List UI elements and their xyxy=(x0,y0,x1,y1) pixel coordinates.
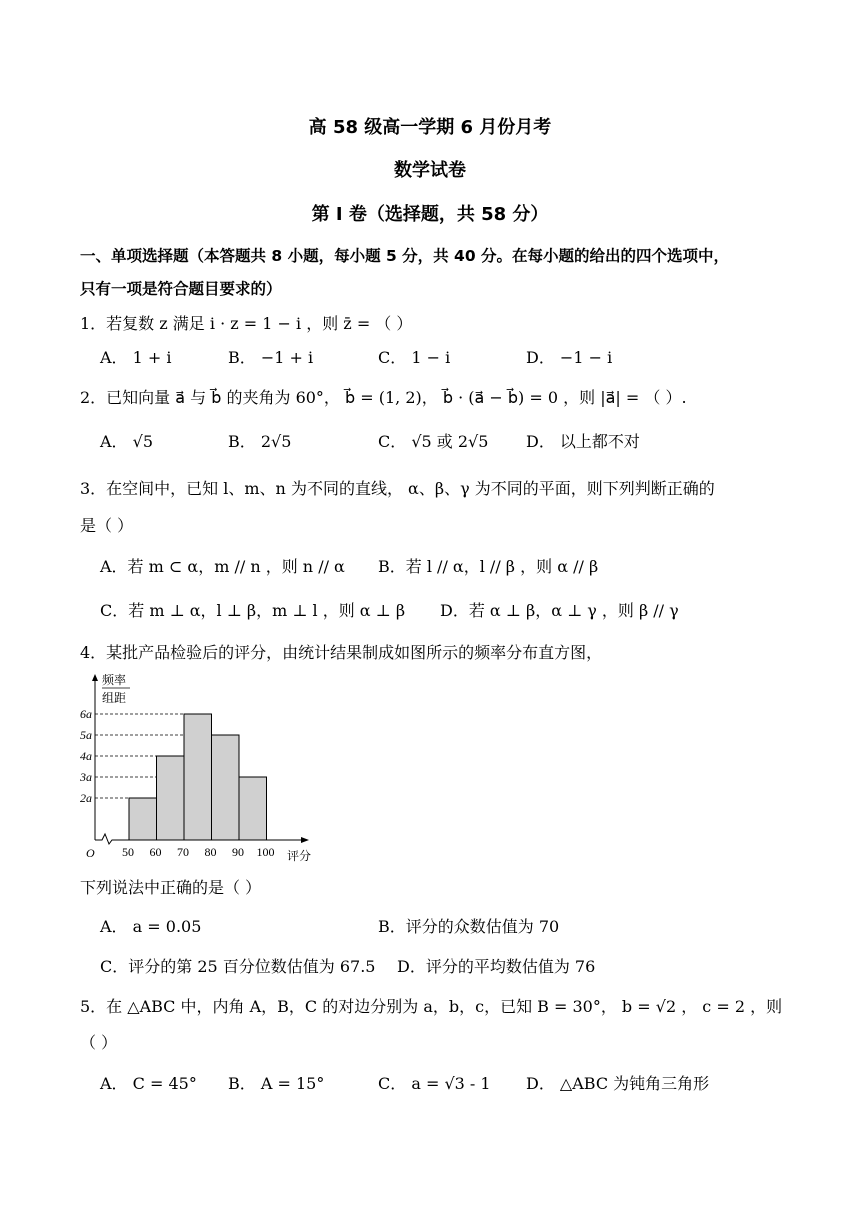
y-label-denominator: 组距 xyxy=(102,691,127,705)
q1-option-d: D． −1 − i xyxy=(526,348,613,367)
y-tick-label: 3a xyxy=(80,770,92,784)
x-axis-arrow xyxy=(301,837,309,843)
q2-option-d: D． 以上都不对 xyxy=(526,432,640,451)
part-title: 第 I 卷（选择题，共 58 分） xyxy=(311,204,549,225)
q5-option-d: D． △ABC 为钝角三角形 xyxy=(526,1074,710,1093)
q5-option-c: C． a = √3 - 1 xyxy=(378,1074,491,1093)
q2-option-c: C． √5 或 2√5 xyxy=(378,432,489,451)
x-tick-label: 50 xyxy=(122,845,134,859)
q5-option-a: A． C = 45° xyxy=(100,1074,197,1093)
q1-option-b: B． −1 + i xyxy=(228,348,314,367)
y-tick-label: 6a xyxy=(80,707,92,721)
q4-option-b: B．评分的众数估值为 70 xyxy=(378,917,560,936)
section-instructions-line1: 一、单项选择题（本答题共 8 小题，每小题 5 分，共 40 分。在每小题的给出的四个选项中， xyxy=(80,247,730,265)
q1-option-a: A． 1 + i xyxy=(100,348,172,367)
q4-stem: 4．某批产品检验后的评分，由统计结果制成如图所示的频率分布直方图， xyxy=(80,643,603,662)
x-tick-label: 80 xyxy=(204,845,217,859)
x-tick-label: 100 xyxy=(256,845,275,859)
q1-stem: 1．若复数 z 满足 i · z = 1 − i ，则 z̄ = （ ） xyxy=(80,314,413,333)
q4-after-chart: 下列说法中正确的是（ ） xyxy=(80,878,262,897)
q5-option-b: B． A = 15° xyxy=(228,1074,325,1093)
x-axis-label: 评分 xyxy=(287,849,312,863)
q3-option-a: A．若 m ⊂ α，m // n ，则 n // α xyxy=(100,557,345,576)
origin-label: O xyxy=(86,846,95,860)
histogram-bar xyxy=(212,735,240,840)
q2-option-b: B． 2√5 xyxy=(228,432,292,451)
q5-stem-line1: 5．在 △ABC 中，内角 A，B，C 的对边分别为 a，b，c，已知 B = 30°， b = √2 ， c = 2 ，则 xyxy=(80,997,783,1016)
q2-stem: 2．已知向量 a⃗ 与 b⃗ 的夹角为 60°， b⃗ = (1, 2)， b⃗ · (a⃗ − b⃗) = 0 ，则 |a⃗| = （ ）. xyxy=(80,388,687,407)
q2-option-a: A． √5 xyxy=(100,432,154,451)
section-instructions-line2: 只有一项是符合题目要求的） xyxy=(80,280,282,298)
histogram-bar xyxy=(129,798,157,840)
histogram-bar xyxy=(157,756,185,840)
y-tick-label: 2a xyxy=(80,791,92,805)
x-tick-label: 90 xyxy=(232,845,244,859)
y-axis-arrow xyxy=(92,674,98,681)
q3-option-b: B．若 l // α，l // β ，则 α // β xyxy=(378,557,599,576)
q3-stem-line2: 是（ ） xyxy=(80,516,134,535)
x-tick-label: 70 xyxy=(177,845,189,859)
q4-option-d: D．评分的平均数估值为 76 xyxy=(397,957,596,976)
q3-stem-line1: 3．在空间中，已知 l、m、n 为不同的直线， α、β、γ 为不同的平面，则下列判断正确的 xyxy=(80,479,715,498)
x-tick-label: 60 xyxy=(149,845,162,859)
histogram-bar xyxy=(184,714,212,840)
q4-option-a: A． a = 0.05 xyxy=(100,917,202,936)
y-label-numerator: 频率 xyxy=(102,673,127,687)
q4-option-c: C．评分的第 25 百分位数估值为 67.5 xyxy=(100,957,376,976)
frequency-histogram xyxy=(80,672,320,867)
q3-option-d: D．若 α ⊥ β，α ⊥ γ ，则 β // γ xyxy=(440,601,679,620)
exam-title: 高 58 级高一学期 6 月份月考 xyxy=(308,117,552,138)
subject-title: 数学试卷 xyxy=(394,160,466,181)
q1-option-c: C． 1 − i xyxy=(378,348,451,367)
y-tick-label: 4a xyxy=(80,749,92,763)
q3-option-c: C．若 m ⊥ α，l ⊥ β，m ⊥ l ，则 α ⊥ β xyxy=(100,601,406,620)
y-tick-label: 5a xyxy=(80,728,92,742)
q5-stem-line2: （ ） xyxy=(80,1033,118,1052)
histogram-bar xyxy=(239,777,267,840)
